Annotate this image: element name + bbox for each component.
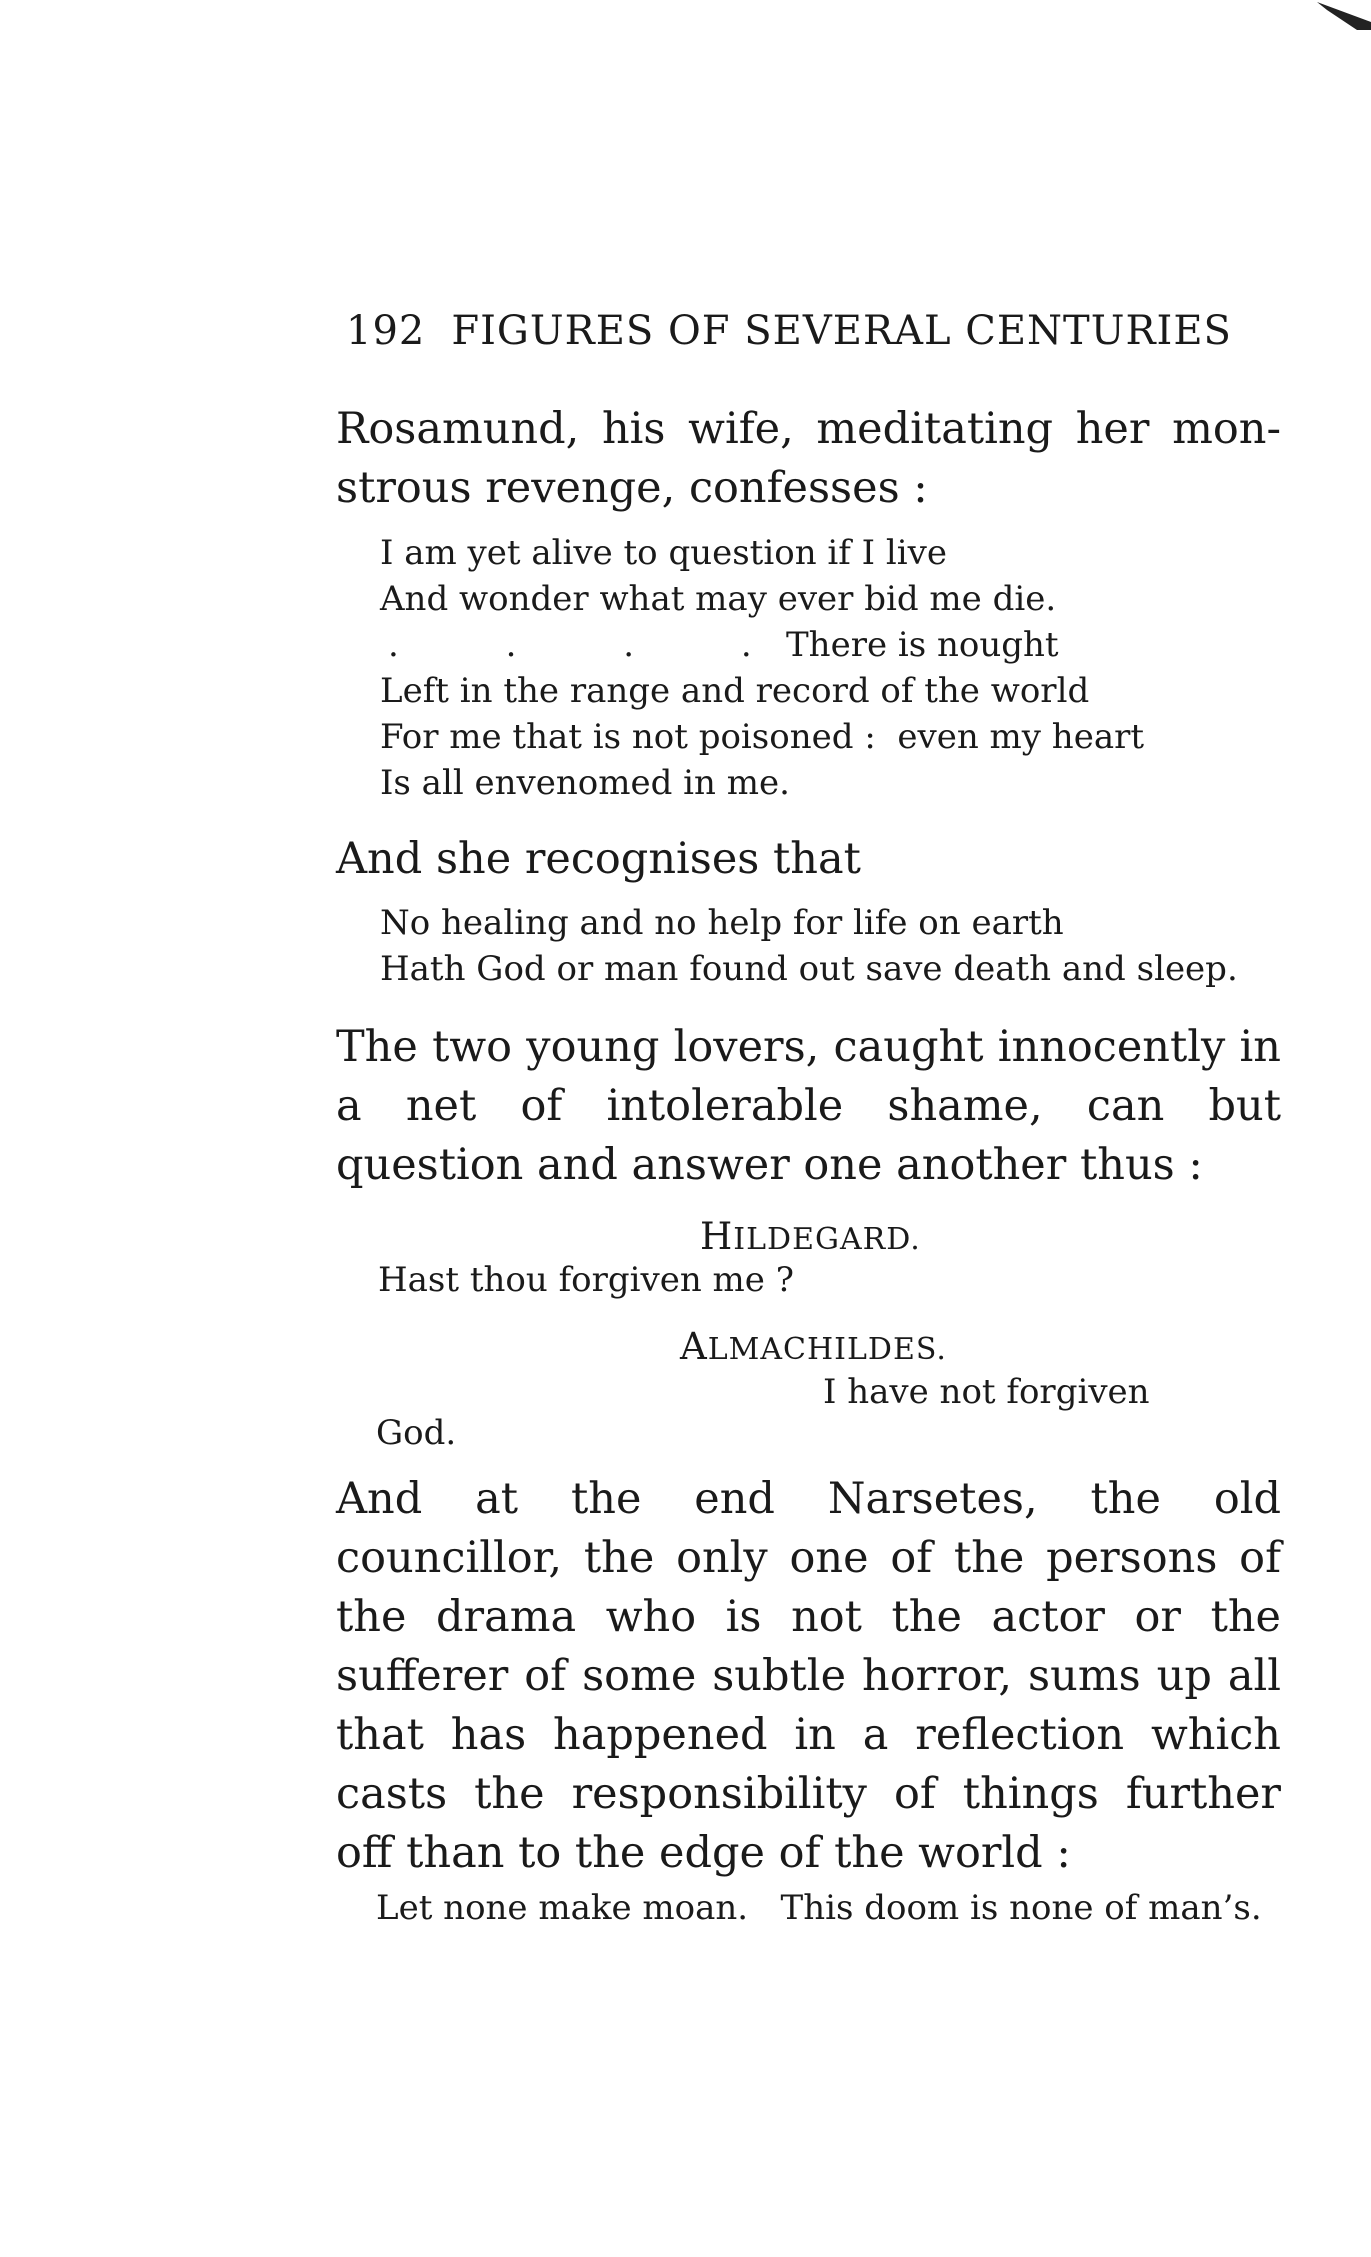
dialogue-line-hildegard: Hast thou forgiven me ? bbox=[378, 1260, 794, 1300]
verse-line: Let none make moan. This doom is none of man’s. bbox=[376, 1888, 1262, 1928]
verse-rosamund bbox=[380, 530, 1280, 806]
paragraph-recognises: And she recognises that bbox=[336, 834, 861, 884]
speaker-hildegard: HILDEGARD. bbox=[700, 1215, 921, 1258]
verse-line-ellipsis bbox=[380, 622, 1280, 668]
corner-fold-mark bbox=[1317, 0, 1371, 30]
verse-line: I am yet alive to question if I live bbox=[380, 533, 947, 573]
running-title: FIGURES OF SEVERAL CENTURIES bbox=[451, 308, 1232, 354]
verse-line: Hath God or man found out save death and sleep. bbox=[380, 949, 1238, 989]
verse-narsetes bbox=[376, 1885, 1276, 1931]
verse-line: And wonder what may ever bid me die. bbox=[380, 579, 1057, 619]
paragraph-narsetes: And at the end Narsetes, the old councillor, the only one of the persons of the drama who is not the actor or the sufferer of some subtle horror, sums up all that has happened in a reflection which casts the responsibility of things further off than to the edge of the world : bbox=[336, 1474, 1281, 1878]
running-header bbox=[346, 308, 1258, 354]
speaker-almachildes: ALMACHILDES. bbox=[680, 1325, 947, 1368]
verse-line: No healing and no help for life on earth bbox=[380, 903, 1064, 943]
dialogue-line-almachildes-cont: God. bbox=[376, 1413, 457, 1453]
page-number: 192 bbox=[346, 308, 426, 354]
verse-line: Left in the range and record of the world bbox=[380, 671, 1090, 711]
dialogue-line-almachildes: I have not forgiven bbox=[823, 1372, 1150, 1412]
ellipsis-dots: . . . . bbox=[388, 625, 800, 665]
paragraph-rosamund: Rosamund, his wife, meditating her mon-strous revenge, confesses : bbox=[336, 404, 1281, 513]
paragraph-lovers: The two young lovers, caught innocently in a net of intolerable shame, can but question and answer one another thus : bbox=[336, 1022, 1281, 1190]
verse-healing bbox=[380, 900, 1280, 992]
verse-line: Is all envenomed in me. bbox=[380, 763, 790, 803]
verse-line: For me that is not poisoned : even my heart bbox=[380, 717, 1145, 757]
verse-line-fragment: There is nought bbox=[786, 625, 1059, 665]
